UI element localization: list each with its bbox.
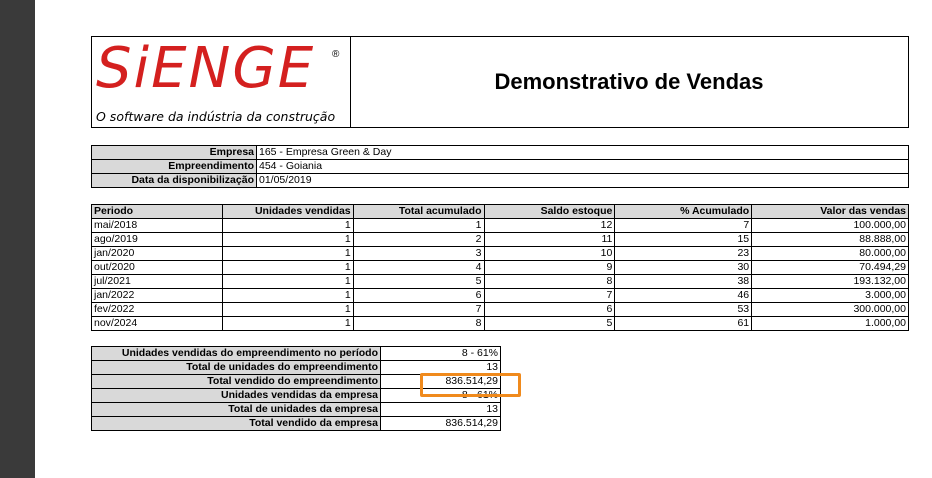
cell-valor: 100.000,00 [752, 219, 909, 233]
viewer-side-panel [0, 0, 35, 478]
cell-periodo: mai/2018 [92, 219, 223, 233]
column-header-saldo: Saldo estoque [484, 205, 615, 219]
cell-saldo: 12 [484, 219, 615, 233]
sales-table-header [92, 205, 909, 219]
summary-label: Total vendido do empreendimento [92, 375, 381, 389]
cell-unidades: 1 [222, 233, 353, 247]
sales-table [91, 204, 909, 331]
cell-periodo: jan/2022 [92, 289, 223, 303]
cell-percent: 30 [615, 261, 752, 275]
column-header-total-acumulado: Total acumulado [353, 205, 484, 219]
summary-value: 8 - 61% [381, 347, 501, 361]
cell-total-acumulado: 8 [353, 317, 484, 331]
summary-row [92, 347, 501, 361]
report-title: Demonstrativo de Vendas [494, 69, 764, 94]
table-row [92, 219, 909, 233]
info-row-data [92, 174, 909, 188]
summary-label: Unidades vendidas da empresa [92, 389, 381, 403]
table-row [92, 289, 909, 303]
cell-saldo: 10 [484, 247, 615, 261]
cell-percent: 38 [615, 275, 752, 289]
summary-value: 836.514,29 [381, 417, 501, 431]
cell-valor: 70.494,29 [752, 261, 909, 275]
cell-total-acumulado: 5 [353, 275, 484, 289]
summary-row [92, 403, 501, 417]
cell-total-acumulado: 2 [353, 233, 484, 247]
cell-total-acumulado: 3 [353, 247, 484, 261]
cell-total-acumulado: 4 [353, 261, 484, 275]
summary-label: Total vendido da empresa [92, 417, 381, 431]
cell-periodo: out/2020 [92, 261, 223, 275]
cell-unidades: 1 [222, 303, 353, 317]
table-row [92, 275, 909, 289]
empreendimento-value: 454 - Goiania [257, 160, 909, 174]
cell-percent: 46 [615, 289, 752, 303]
cell-saldo: 5 [484, 317, 615, 331]
column-header-valor: Valor das vendas [752, 205, 909, 219]
cell-percent: 15 [615, 233, 752, 247]
cell-percent: 53 [615, 303, 752, 317]
sienge-logo [92, 37, 351, 127]
cell-periodo: nov/2024 [92, 317, 223, 331]
empresa-value: 165 - Empresa Green & Day [257, 146, 909, 160]
cell-saldo: 7 [484, 289, 615, 303]
cell-valor: 88.888,00 [752, 233, 909, 247]
cell-total-acumulado: 1 [353, 219, 484, 233]
cell-valor: 1.000,00 [752, 317, 909, 331]
table-row [92, 317, 909, 331]
column-header-unidades: Unidades vendidas [222, 205, 353, 219]
column-header-periodo: Periodo [92, 205, 223, 219]
cell-unidades: 1 [222, 289, 353, 303]
summary-label: Total de unidades do empreendimento [92, 361, 381, 375]
cell-unidades: 1 [222, 219, 353, 233]
summary-value: 8 - 61% [381, 389, 501, 403]
cell-unidades: 1 [222, 275, 353, 289]
summary-value: 836.514,29 [381, 375, 501, 389]
table-row [92, 233, 909, 247]
cell-periodo: ago/2019 [92, 233, 223, 247]
summary-value: 13 [381, 403, 501, 417]
data-value: 01/05/2019 [257, 174, 909, 188]
table-row [92, 261, 909, 275]
summary-row [92, 417, 501, 431]
cell-saldo: 9 [484, 261, 615, 275]
summary-value: 13 [381, 361, 501, 375]
info-table [91, 145, 909, 188]
empreendimento-label: Empreendimento [92, 160, 257, 174]
info-row-empreendimento [92, 160, 909, 174]
logo-tagline: O software da indústria da construção [96, 109, 336, 124]
column-header-percent: % Acumulado [615, 205, 752, 219]
cell-percent: 23 [615, 247, 752, 261]
info-row-empresa [92, 146, 909, 160]
cell-saldo: 11 [484, 233, 615, 247]
data-label: Data da disponibilização [92, 174, 257, 188]
cell-saldo: 8 [484, 275, 615, 289]
cell-unidades: 1 [222, 247, 353, 261]
cell-valor: 300.000,00 [752, 303, 909, 317]
cell-periodo: jan/2020 [92, 247, 223, 261]
cell-unidades: 1 [222, 317, 353, 331]
cell-valor: 3.000,00 [752, 289, 909, 303]
highlight-annotation-box [420, 373, 521, 397]
empresa-label: Empresa [92, 146, 257, 160]
cell-percent: 61 [615, 317, 752, 331]
cell-percent: 7 [615, 219, 752, 233]
table-row [92, 303, 909, 317]
logo-wordmark: SiENGE [96, 36, 316, 101]
registered-mark: ® [332, 49, 340, 60]
cell-periodo: fev/2022 [92, 303, 223, 317]
cell-saldo: 6 [484, 303, 615, 317]
summary-label: Unidades vendidas do empreendimento no período [92, 347, 381, 361]
table-row [92, 247, 909, 261]
cell-total-acumulado: 6 [353, 289, 484, 303]
cell-unidades: 1 [222, 261, 353, 275]
cell-valor: 80.000,00 [752, 247, 909, 261]
report-header [91, 36, 909, 128]
summary-label: Total de unidades da empresa [92, 403, 381, 417]
cell-total-acumulado: 7 [353, 303, 484, 317]
cell-valor: 193.132,00 [752, 275, 909, 289]
cell-periodo: jul/2021 [92, 275, 223, 289]
